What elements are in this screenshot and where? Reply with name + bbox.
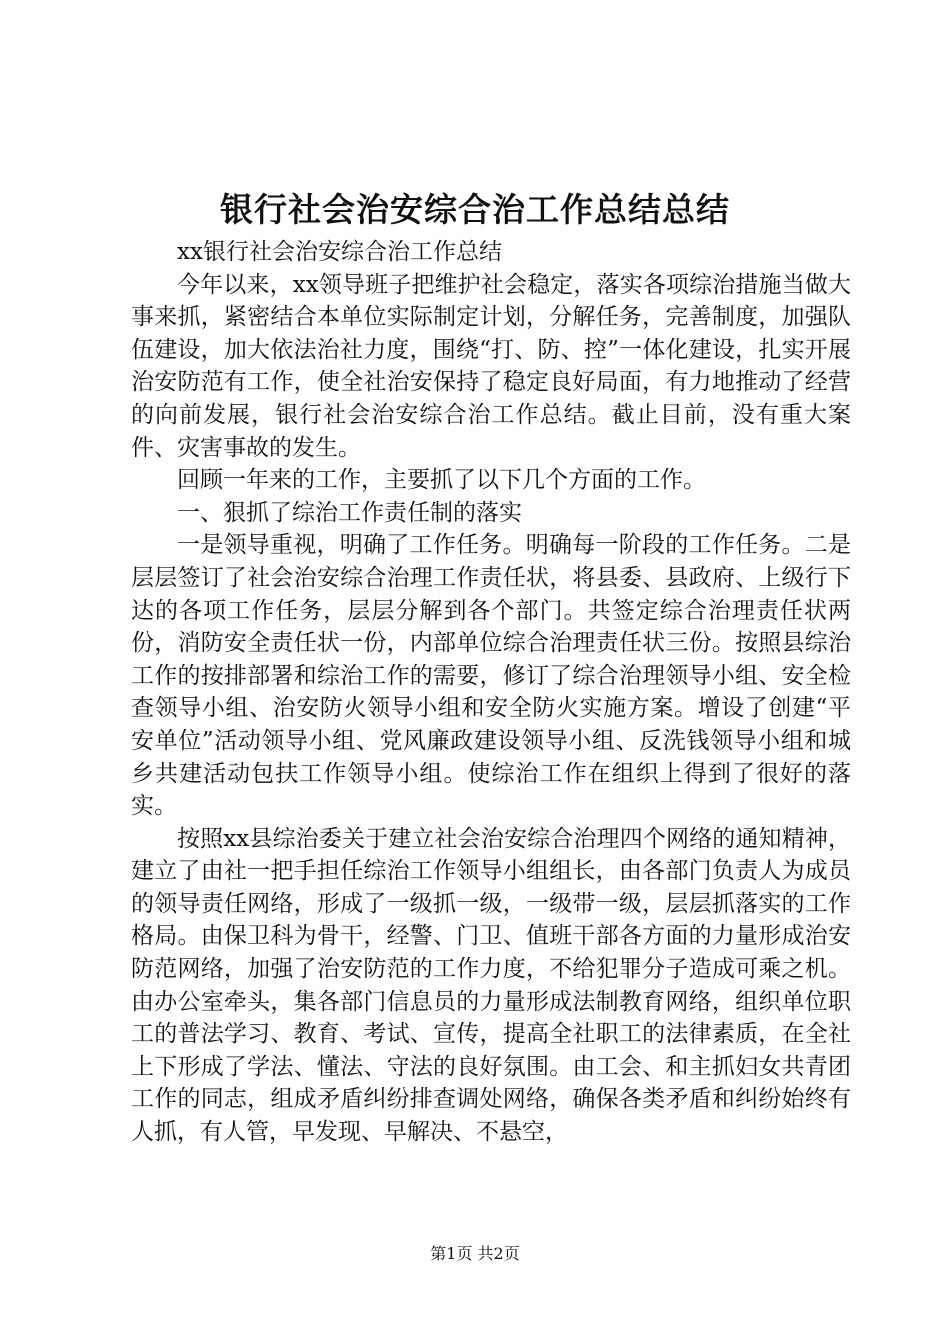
page-number-footer: 第1页 共2页 (430, 1244, 520, 1263)
section-heading-1: 一、狠抓了综治工作责任制的落实 (177, 499, 522, 526)
paragraph-review: 回顾一年来的工作，主要抓了以下几个方面的工作。 (177, 467, 706, 494)
paragraph-leadership: 一是领导重视，明确了工作任务。明确每一阶段的工作任务。二是层层签订了社会治安综合治理工作责任状，将县委、县政府、上级行下达的各项工作任务，层层分解到各个部门。共签定综合治理责任状两份，消防安全责任状一份，内部单位综合治理责任状三份。按照县综治工作的按排部署和综治工作的需要，修订了综合治理领导小组、安全检查领导小组、治安防火领导小组和安全防火实施方案。增设了创建“平安单位”活动领导小组、党风廉政建设领导小组、反洗钱领导小组和城乡共建活动包扶工作领导小组。使综治工作在组织上得到了很好的落实。 (131, 532, 851, 820)
document-title: 银行社会治安综合治工作总结总结 (220, 190, 730, 229)
document-body (131, 236, 851, 1149)
paragraph-subtitle: xx银行社会治安综合治工作总结 (177, 239, 502, 265)
paragraph-intro: 今年以来，xx领导班子把维护社会稳定，落实各项综治措施当做大事来抓，紧密结合本单位实际制定计划，分解任务，完善制度，加强队伍建设，加大依法治社力度，围绕“打、防、控”一体化建设，扎实开展治安防范有工作，使全社治安保持了稳定良好局面，有力地推动了经营的向前发展，银行社会治安综合治工作总结。截止目前，没有重大案件、灾害事故的发生。 (131, 271, 851, 461)
paragraph-networks: 按照xx县综治委关于建立社会治安综合治理四个网络的通知精神，建立了由社一把手担任综治工作领导小组组长，由各部门负责人为成员的领导责任网络，形成了一级抓一级，一级带一级，层层抓落实的工作格局。由保卫科为骨干，经警、门卫、值班干部各方面的力量形成治安防范网络，加强了治安防范的工作力度，不给犯罪分子造成可乘之机。由办公室牵头，集各部门信息员的力量形成法制教育网络，组织单位职工的普法学习、教育、考试、宣传，提高全社职工的法律素质，在全社上下形成了学法、懂法、守法的良好氛围。由工会、和主抓妇女共青团工作的同志，组成矛盾纠纷排查调处网络，确保各类矛盾和纠纷始终有人抓，有人管，早发现、早解决、不悬空， (131, 825, 851, 1146)
